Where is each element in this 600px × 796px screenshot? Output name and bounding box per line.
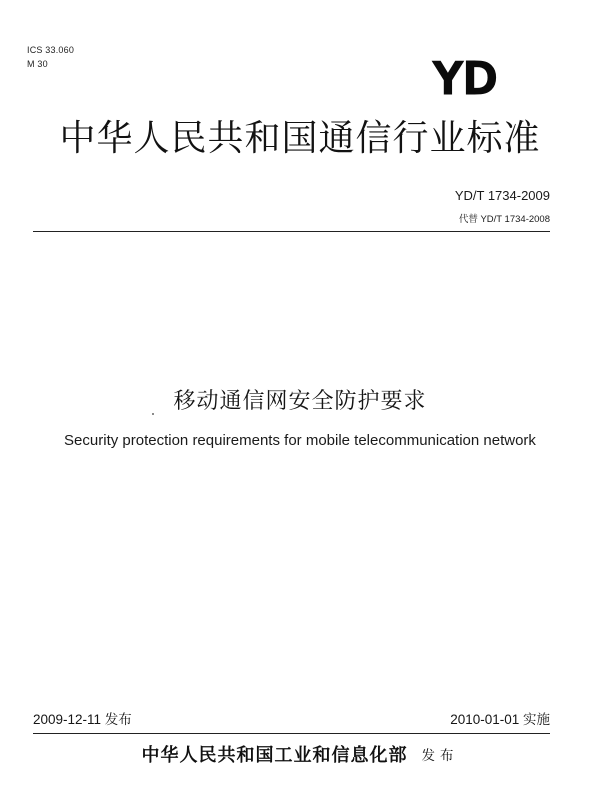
- footer-divider: [33, 733, 550, 734]
- effective-date: 2010-01-01 实施: [450, 712, 550, 727]
- document-title-english: Security protection requirements for mobile telecommunication network: [64, 432, 536, 449]
- standard-number: YD/T 1734-2009: [454, 188, 550, 203]
- issue-date: 2009-12-11 发布: [33, 712, 132, 727]
- standard-title: 中华人民共和国通信行业标准: [59, 118, 541, 159]
- category-code: M 30: [27, 59, 48, 69]
- ics-code: ICS 33.060: [27, 45, 75, 55]
- replaces-standard: 代替 YD/T 1734-2008: [458, 214, 550, 225]
- header-divider: [33, 231, 550, 232]
- document-title-chinese: 移动通信网安全防护要求: [173, 389, 427, 414]
- publisher-line: [0, 743, 600, 769]
- yd-logo: YD: [432, 52, 497, 107]
- publisher-name: 中华人民共和国工业和信息化部: [141, 745, 408, 766]
- publish-verb: 发布: [421, 748, 459, 764]
